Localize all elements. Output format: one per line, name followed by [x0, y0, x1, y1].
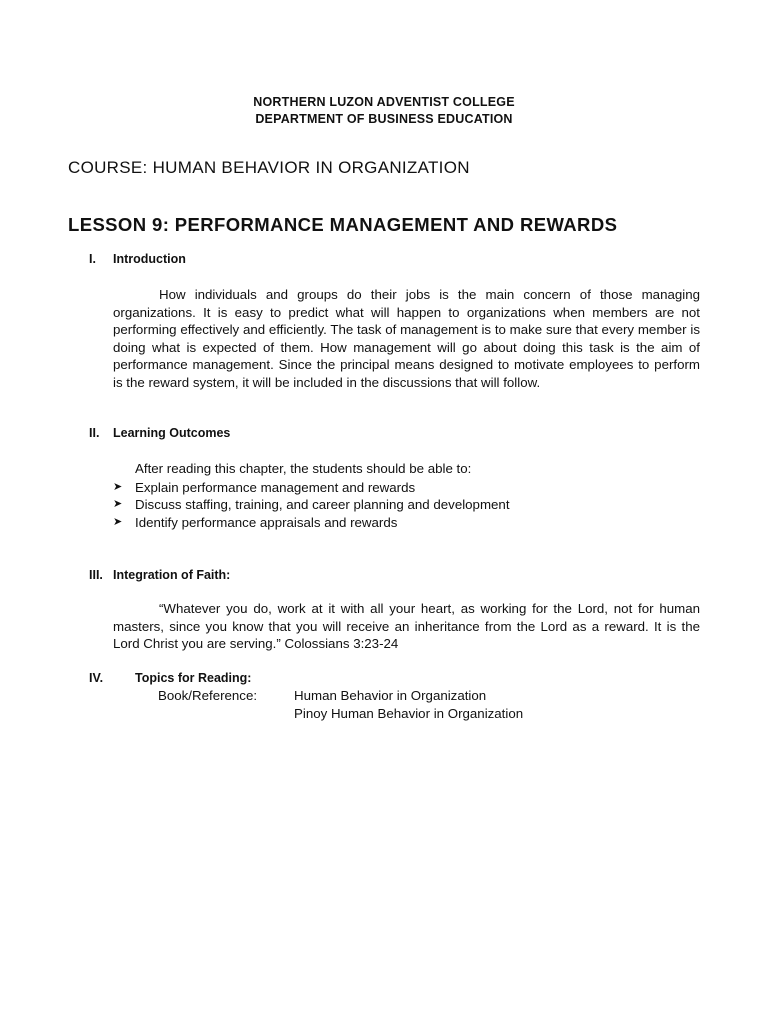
introduction-paragraph — [113, 286, 700, 392]
list-item — [113, 514, 510, 531]
section-title-reading: Topics for Reading: — [135, 671, 252, 685]
reference-item: Pinoy Human Behavior in Organization — [294, 706, 524, 721]
section-number-introduction: I. — [89, 252, 96, 266]
institution-name: NORTHERN LUZON ADVENTIST COLLEGE — [253, 95, 515, 109]
learning-outcomes-intro: After reading this chapter, the students should be able to: — [135, 461, 472, 476]
lesson-title: LESSON 9: PERFORMANCE MANAGEMENT AND REWARDS — [68, 214, 618, 235]
course-title: COURSE: HUMAN BEHAVIOR IN ORGANIZATION — [68, 158, 470, 177]
arrowhead-bullet-icon: ➤ — [113, 498, 123, 511]
list-item — [113, 496, 510, 513]
introduction-text: How individuals and groups do their jobs is the main concern of those managing organizations. It is easy to predict what will happen to organizations when members are not performing effectively and efficiently. The task of management is to make sure that every member is doing what is expected of them. How management will go about doing this task is the aim of performance management. Since the principal means designed to motivate employees to perform is the reward system, it will be included in the discussions that will follow. — [113, 287, 700, 390]
faith-quote: “Whatever you do, work at it with all your heart, as working for the Lord, not for human masters, since you know that you will receive an inheritance from the Lord as a reward. It is the Lord Christ you are serving.” — [113, 601, 700, 652]
section-title-faith: Integration of Faith: — [113, 568, 231, 582]
faith-citation: Colossians 3:23-24 — [280, 636, 399, 652]
outcome-text: Discuss staffing, training, and career planning and development — [135, 497, 510, 513]
arrowhead-bullet-icon: ➤ — [113, 481, 123, 493]
arrowhead-bullet-icon: ➤ — [113, 515, 123, 528]
department-name: DEPARTMENT OF BUSINESS EDUCATION — [255, 112, 513, 126]
section-number-reading: IV. — [89, 671, 104, 685]
learning-outcomes-list — [113, 479, 510, 531]
section-title-introduction: Introduction — [113, 252, 186, 266]
section-number-faith: III. — [89, 568, 103, 582]
list-item — [113, 479, 510, 496]
section-number-learning-outcomes: II. — [89, 426, 100, 440]
reference-item: Human Behavior in Organization — [294, 688, 487, 703]
section-title-learning-outcomes: Learning Outcomes — [113, 426, 231, 440]
outcome-text: Explain performance management and rewards — [135, 480, 416, 495]
reference-label: Book/Reference: — [158, 688, 258, 703]
outcome-text: Identify performance appraisals and rewards — [135, 514, 398, 530]
faith-paragraph — [113, 600, 700, 653]
